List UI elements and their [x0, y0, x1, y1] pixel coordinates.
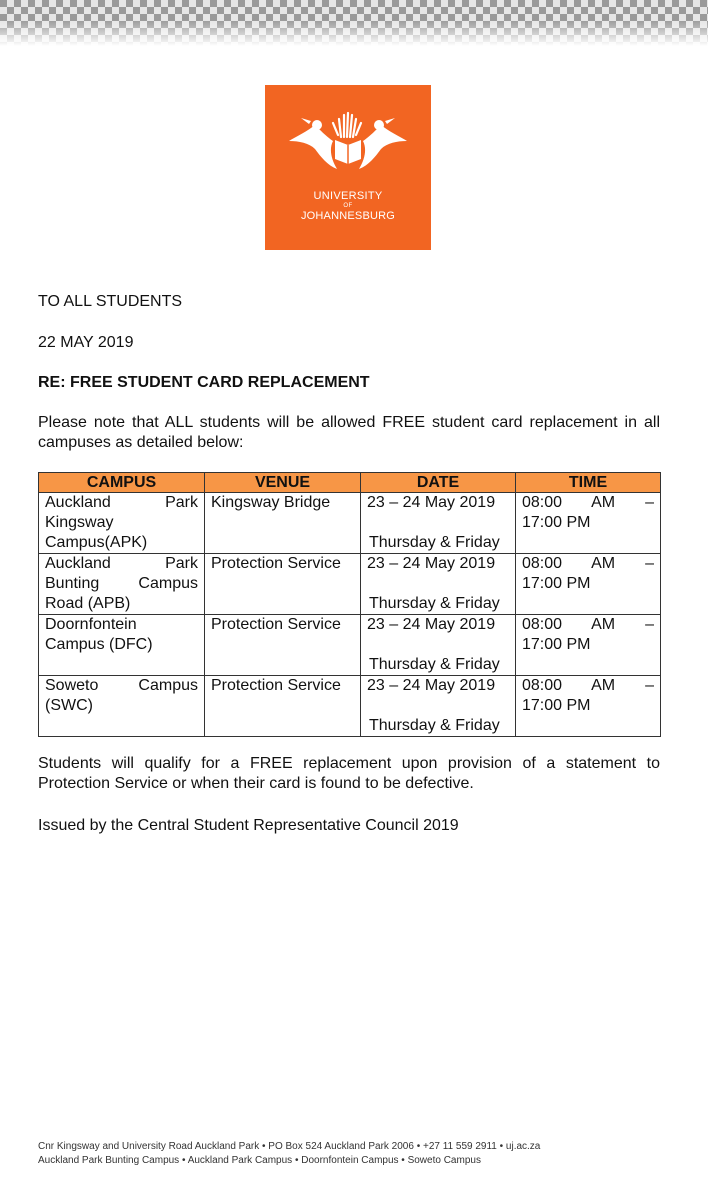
- campus-cell: [39, 615, 205, 676]
- table-row: [39, 676, 661, 737]
- footer-campuses: Auckland Park Bunting Campus • Auckland Park Campus • Doornfontein Campus • Soweto Campus: [38, 1155, 481, 1166]
- date-days: Thursday & Friday: [369, 595, 500, 612]
- venue-cell: Kingsway Bridge: [205, 493, 361, 554]
- qualification-paragraph: Students will qualify for a FREE replacement upon provision of a statement to Protection Service or when their card is found to be defective.: [38, 755, 660, 792]
- time-end: 17:00 PM: [522, 514, 591, 531]
- letter-date: 22 MAY 2019: [38, 334, 134, 351]
- time-cell: [516, 554, 661, 615]
- date-cell: [361, 493, 516, 554]
- campus-line: Road (APB): [45, 595, 131, 612]
- campus-cell: [39, 493, 205, 554]
- venue-cell: Protection Service: [205, 615, 361, 676]
- time-end: 17:00 PM: [522, 575, 591, 592]
- date-cell: [361, 554, 516, 615]
- header-time: TIME: [516, 473, 661, 493]
- campus-line: Bunting Campus: [45, 575, 198, 592]
- time-cell: [516, 493, 661, 554]
- replacement-schedule-table: [38, 472, 661, 737]
- intro-paragraph: Please note that ALL students will be allowed FREE student card replacement in all campuses as detailed below:: [38, 414, 660, 451]
- date-range: 23 – 24 May 2019: [367, 555, 496, 572]
- campus-line: Campus (DFC): [45, 636, 153, 653]
- issued-by: Issued by the Central Student Representative Council 2019: [38, 817, 459, 834]
- campus-line: Kingsway: [45, 514, 114, 531]
- university-logo: [265, 85, 431, 250]
- campus-line: Campus(APK): [45, 534, 148, 551]
- time-cell: [516, 676, 661, 737]
- table-row: [39, 554, 661, 615]
- time-start: 08:00 AM –: [522, 616, 654, 633]
- time-start: 08:00 AM –: [522, 555, 654, 572]
- date-range: 23 – 24 May 2019: [367, 494, 496, 511]
- date-range: 23 – 24 May 2019: [367, 616, 496, 633]
- venue-cell: Protection Service: [205, 554, 361, 615]
- campus-line: Auckland Park: [45, 555, 198, 572]
- footer-address: Cnr Kingsway and University Road Auckland Park • PO Box 524 Auckland Park 2006 • +27 11 559 2911 • uj.ac.za: [38, 1141, 541, 1152]
- checkered-border: [0, 0, 708, 46]
- crest-icon: [265, 85, 431, 195]
- time-start: 08:00 AM –: [522, 677, 654, 694]
- campus-line: Doornfontein: [45, 616, 137, 633]
- header-campus: CAMPUS: [39, 473, 205, 493]
- date-range: 23 – 24 May 2019: [367, 677, 496, 694]
- logo-line-1: UNIVERSITY: [313, 190, 383, 202]
- campus-line: Auckland Park: [45, 494, 198, 511]
- campus-line: (SWC): [45, 697, 93, 714]
- time-cell: [516, 615, 661, 676]
- logo-line-3: JOHANNESBURG: [300, 210, 396, 222]
- date-cell: [361, 615, 516, 676]
- venue-cell: Protection Service: [205, 676, 361, 737]
- campus-cell: [39, 676, 205, 737]
- campus-cell: [39, 554, 205, 615]
- header-venue: VENUE: [205, 473, 361, 493]
- recipient: TO ALL STUDENTS: [38, 293, 183, 310]
- table-row: [39, 493, 661, 554]
- subject-line: RE: FREE STUDENT CARD REPLACEMENT: [38, 374, 370, 391]
- time-start: 08:00 AM –: [522, 494, 654, 511]
- header-date: DATE: [361, 473, 516, 493]
- date-cell: [361, 676, 516, 737]
- campus-line: Soweto Campus: [45, 677, 198, 694]
- logo-line-2: OF: [343, 203, 353, 209]
- date-days: Thursday & Friday: [369, 534, 500, 551]
- table-header-row: [39, 473, 661, 493]
- table-row: [39, 615, 661, 676]
- time-end: 17:00 PM: [522, 697, 591, 714]
- time-end: 17:00 PM: [522, 636, 591, 653]
- date-days: Thursday & Friday: [369, 656, 500, 673]
- date-days: Thursday & Friday: [369, 717, 500, 734]
